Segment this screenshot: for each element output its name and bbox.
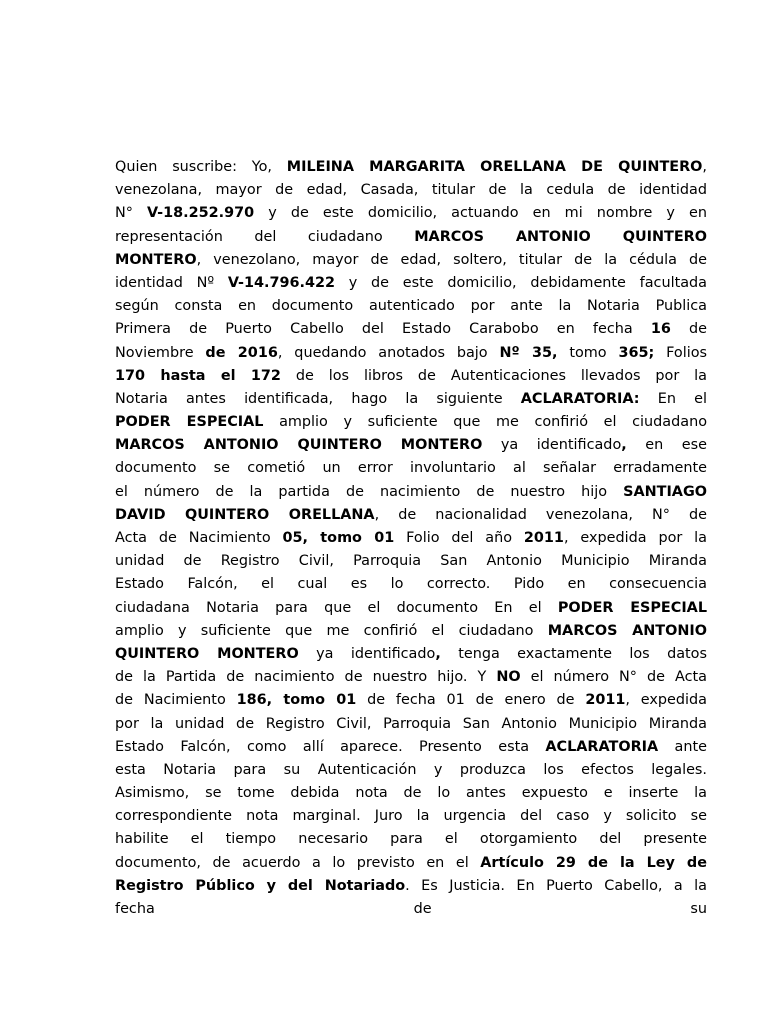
text-run: el número N° de Acta — [520, 669, 707, 686]
bold-text-run: Nº 35, — [499, 344, 558, 361]
text-run: En el — [639, 390, 707, 407]
text-run: documento se cometió un error involuntario al señalar erradamente — [115, 460, 707, 477]
document-line — [115, 875, 707, 898]
text-run: , expedida por la — [563, 530, 707, 546]
document-line — [115, 620, 707, 643]
document-line — [115, 805, 707, 828]
text-run: Acta de Nacimiento — [115, 530, 283, 546]
text-run: de — [670, 321, 707, 338]
bold-text-run: MILEINA MARGARITA ORELLANA DE QUINTERO — [286, 159, 703, 175]
bold-text-run: PODER ESPECIAL — [115, 414, 264, 431]
bold-text-run: 05, tomo 01 — [282, 530, 395, 546]
bold-text-run: NO — [496, 669, 521, 686]
text-run: esta Notaria para su Autenticación y produzca los efectos legales. — [115, 761, 707, 778]
text-run: identidad Nº — [115, 274, 228, 291]
text-run: , quedando anotados bajo — [277, 344, 500, 361]
bold-text-run: 2011 — [585, 692, 626, 709]
bold-text-run: MARCOS ANTONIO QUINTERO MONTERO — [115, 437, 483, 454]
document-line — [115, 272, 707, 295]
bold-text-run: MARCOS ANTONIO — [547, 622, 707, 639]
document-line — [115, 388, 707, 411]
bold-text-run: PODER ESPECIAL — [557, 599, 707, 616]
text-run: tomo — [557, 344, 619, 361]
document-line — [115, 689, 707, 712]
document-line — [115, 782, 707, 805]
bold-text-run: V-18.252.970 — [147, 205, 255, 222]
text-run: unidad de Registro Civil, Parroquia San Antonio Municipio Miranda — [115, 553, 707, 570]
document-line — [115, 434, 707, 457]
document-line — [115, 457, 707, 480]
document-line — [115, 736, 707, 759]
document-line — [115, 713, 707, 736]
text-run: habilite el tiempo necesario para el otorgamiento del presente — [115, 831, 707, 848]
document-line — [115, 295, 707, 318]
bold-text-run: Artículo 29 de la Ley de — [480, 854, 707, 871]
bold-text-run: , — [621, 437, 627, 454]
text-run: N° — [115, 205, 148, 222]
bold-text-run: V-14.796.422 — [227, 274, 335, 291]
document-line — [115, 643, 707, 666]
document-line — [115, 550, 707, 573]
text-run: representación del ciudadano — [115, 228, 415, 245]
bold-text-run: ACLARATORIA — [545, 738, 659, 755]
text-run: Estado Falcón, el cual es lo correcto. Pido en consecuencia — [115, 576, 707, 593]
text-run: de fecha 01 de enero de — [356, 692, 586, 709]
bold-text-run: , — [435, 645, 441, 662]
document-line — [115, 852, 707, 875]
text-run: por la unidad de Registro Civil, Parroquia San Antonio Municipio Miranda — [115, 715, 707, 732]
text-run: y de este domicilio, actuando en mi nombre y en — [254, 205, 707, 222]
text-run: ya identificado — [482, 437, 622, 454]
text-run: Quien suscribe: Yo, — [115, 159, 287, 175]
text-run: venezolana, mayor de edad, Casada, titular de la cedula de identidad — [115, 182, 707, 199]
bold-text-run: DAVID QUINTERO ORELLANA — [115, 506, 375, 523]
text-run: ante — [658, 738, 707, 755]
document-line — [115, 318, 707, 341]
document-line — [115, 411, 707, 434]
text-run: en ese — [626, 437, 708, 454]
text-run: amplio y suficiente que me confirió el ciudadano — [263, 414, 707, 431]
bold-text-run: de 2016 — [205, 344, 278, 361]
text-run: Primera de Puerto Cabello del Estado Carabobo en fecha — [115, 321, 651, 338]
document-line — [115, 527, 707, 550]
text-run: Asimismo, se tome debida nota de lo antes expuesto e inserte la — [115, 785, 707, 802]
document-line — [115, 202, 707, 225]
text-run: , expedida — [625, 692, 707, 709]
document-line — [115, 573, 707, 596]
document-line — [115, 481, 707, 504]
document-line — [115, 828, 707, 851]
bold-text-run: 2011 — [523, 530, 564, 546]
document-body — [115, 156, 707, 921]
document-line — [115, 342, 707, 365]
document-line — [115, 898, 707, 921]
text-run: . Es Justicia. En Puerto Cabello, a la — [405, 877, 707, 894]
bold-text-run: 186, tomo 01 — [236, 692, 357, 709]
text-run: de la Partida de nacimiento de nuestro hijo. Y — [115, 669, 497, 686]
bold-text-run: Registro Público y del Notariado — [115, 877, 406, 894]
bold-text-run: QUINTERO MONTERO — [115, 645, 299, 662]
text-run: fecha de su — [115, 901, 707, 917]
bold-text-run: SANTIAGO — [623, 483, 707, 500]
text-run: Estado Falcón, como allí aparece. Presento esta — [115, 738, 546, 755]
text-run: ya identificado — [298, 645, 436, 662]
text-run: , venezolano, mayor de edad, soltero, titular de la cédula de — [196, 251, 707, 268]
text-run: Noviembre — [115, 344, 206, 361]
text-run: de Nacimiento — [115, 692, 237, 709]
document-line — [115, 365, 707, 388]
document-line — [115, 597, 707, 620]
bold-text-run: MARCOS ANTONIO QUINTERO — [414, 228, 707, 245]
bold-text-run: 170 hasta el 172 — [115, 367, 281, 384]
text-run: , — [702, 159, 707, 175]
document-line — [115, 179, 707, 202]
text-run: de los libros de Autenticaciones llevados por la — [280, 367, 707, 384]
document-line — [115, 156, 707, 179]
document-line — [115, 759, 707, 782]
document-line — [115, 666, 707, 689]
text-run: documento, de acuerdo a lo previsto en el — [115, 854, 481, 871]
text-run: Folio del año — [394, 530, 524, 546]
document-line — [115, 249, 707, 272]
text-run: y de este domicilio, debidamente facultada — [335, 274, 707, 291]
text-run: Notaria antes identificada, hago la siguiente — [115, 390, 521, 407]
text-run: amplio y suficiente que me confirió el ciudadano — [115, 622, 548, 639]
text-run: correspondiente nota marginal. Juro la urgencia del caso y solicito se — [115, 808, 707, 825]
text-run: tenga exactamente los datos — [440, 645, 707, 662]
bold-text-run: 16 — [650, 321, 671, 338]
text-run: el número de la partida de nacimiento de nuestro hijo — [115, 483, 624, 500]
document-line — [115, 226, 707, 249]
bold-text-run: ACLARATORIA: — [520, 390, 640, 407]
text-run: según consta en documento autenticado por ante la Notaria Publica — [115, 298, 707, 315]
text-run: Folios — [654, 344, 708, 361]
document-line — [115, 504, 707, 527]
text-run: ciudadana Notaria para que el documento En el — [115, 599, 558, 616]
text-run: , de nacionalidad venezolana, N° de — [374, 506, 707, 523]
bold-text-run: MONTERO — [115, 251, 197, 268]
bold-text-run: 365; — [618, 344, 655, 361]
